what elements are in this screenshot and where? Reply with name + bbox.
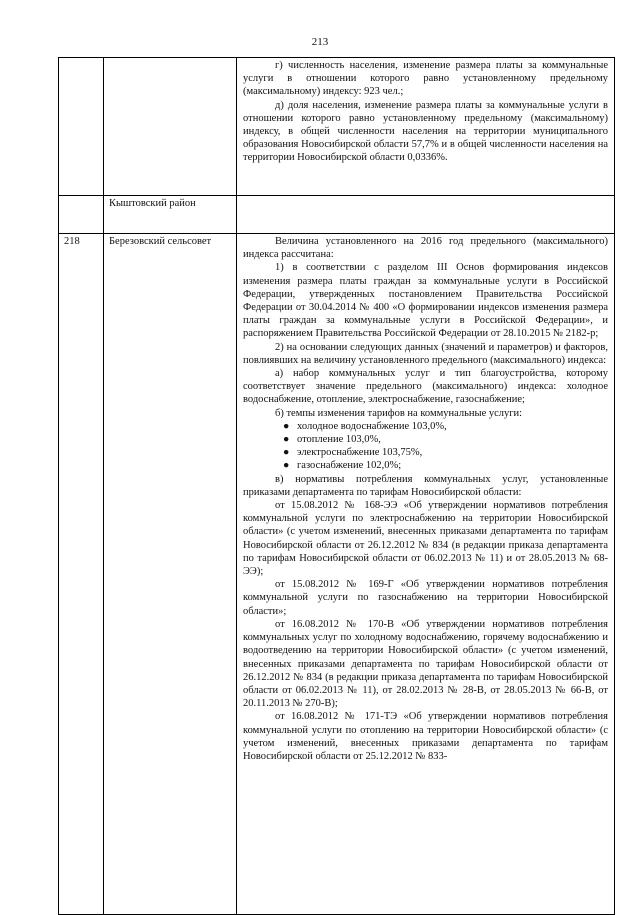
row-number-cell <box>59 234 104 915</box>
bullet-icon: ● <box>283 460 290 472</box>
paragraph: а) набор коммунальных услуг и тип благоустройства, которому соответствует значение предельного (максимального) индекса: холодное водоснабжение, отопление, электроснабжение, газоснабжение; <box>243 368 608 406</box>
paragraph: в) нормативы потребления коммунальных услуг, установленные приказами департамента по тарифам Новосибирской области: <box>243 473 608 498</box>
paragraph: от 15.08.2012 № 168-ЭЭ «Об утверждении нормативов потребления коммунальной услуги по электроснабжению на территории Новосибирской области» (с учетом изменений, внесенных приказами департамента по тарифам Новосибирской области от 26.12.2012 № 834 (в редакции приказа департамента по тарифам Новосибирской области от 06.02.2013 № 11) и от 28.05.2013 № 68-ЭЭ); <box>243 500 608 578</box>
municipality-cell <box>104 58 237 196</box>
bullet-icon: ● <box>283 434 290 446</box>
municipality-name: Березовский сельсовет <box>109 236 212 247</box>
district-cell <box>104 196 237 234</box>
tariff-rate: холодное водоснабжение 103,0%, <box>297 420 447 432</box>
list-item <box>243 446 608 459</box>
page-number: 213 <box>311 36 329 48</box>
row-number-cell <box>59 58 104 196</box>
description-cell <box>237 58 615 196</box>
paragraph: 1) в соответствии с разделом III Основ формирования индексов изменения размера платы граждан за коммунальные услуги в Российской Федерации, утвержденных постановлением Правительства Российской Федерации от 30.04.2014 № 400 «О формировании индексов изменения размера платы граждан за коммунальные услуги в Российской Федерации», и распоряжением Правительства Российской Федерации от 28.10.2015 № 2182-р; <box>243 262 608 340</box>
row-number: 218 <box>64 236 80 247</box>
paragraph: Величина установленного на 2016 год предельного (максимального) индекса рассчитана: <box>243 236 608 261</box>
bullet-icon: ● <box>283 420 290 432</box>
paragraph-population-count: г) численность населения, изменение размера платы за коммунальные услуги в отношении которого равно установленному предельному (максимальному) индексу: 923 чел.; <box>243 60 608 98</box>
district-name: Кыштовский район <box>109 198 196 209</box>
tariff-rate: отопление 103,0%, <box>297 434 381 446</box>
tariff-rate: электроснабжение 103,75%, <box>297 447 423 459</box>
paragraph: от 16.08.2012 № 171-ТЭ «Об утверждении нормативов потребления коммунальной услуги по отоплению на территории Новосибирской области» (с учетом изменений, внесенных приказами департамента по тарифам Новосибирской области от 25.12.2012 № 833- <box>243 711 608 762</box>
paragraph-population-share: д) доля населения, изменение размера платы за коммунальные услуги в отношении которого равно установленному предельному (максимальному) индексу, в общей численности населения на территории муниципального образования Новосибирской области 57,7% и в общей численности населения на территории Новосибирской области 0,0336%. <box>243 99 608 164</box>
list-item <box>243 420 608 433</box>
description-cell <box>237 196 615 234</box>
paragraph: от 15.08.2012 № 169-Г «Об утверждении нормативов потребления коммунальной услуги по газоснабжению на территории Новосибирской области»; <box>243 579 608 617</box>
municipality-cell <box>104 234 237 915</box>
list-item <box>243 433 608 446</box>
table-row <box>59 234 615 915</box>
paragraph: от 16.08.2012 № 170-В «Об утверждении нормативов потребления коммунальных услуг по холодному водоснабжению, горячему водоснабжению и водоотведению на территории Новосибирской области» (с учетом изменений, внесенных приказами департамента по тарифам Новосибирской области от 26.12.2012 № 834 (в редакции приказа департамента по тарифам Новосибирской области от 06.02.2013 № 11), от 28.02.2013 № 28-В, от 28.05.2013 № 66-В, от 20.11.2013 № 270-В); <box>243 618 608 710</box>
description-cell <box>237 234 615 915</box>
list-item <box>243 459 608 472</box>
index-table <box>58 57 615 915</box>
tariff-rate: газоснабжение 102,0%; <box>297 460 402 472</box>
table-row <box>59 196 615 234</box>
table-row <box>59 58 615 196</box>
paragraph: б) темпы изменения тарифов на коммунальные услуги: <box>275 407 523 419</box>
row-number-cell <box>59 196 104 234</box>
paragraph: 2) на основании следующих данных (значений и параметров) и факторов, повлиявших на величину установленного предельного (максимального) индекса: <box>243 341 608 366</box>
bullet-icon: ● <box>283 447 290 459</box>
